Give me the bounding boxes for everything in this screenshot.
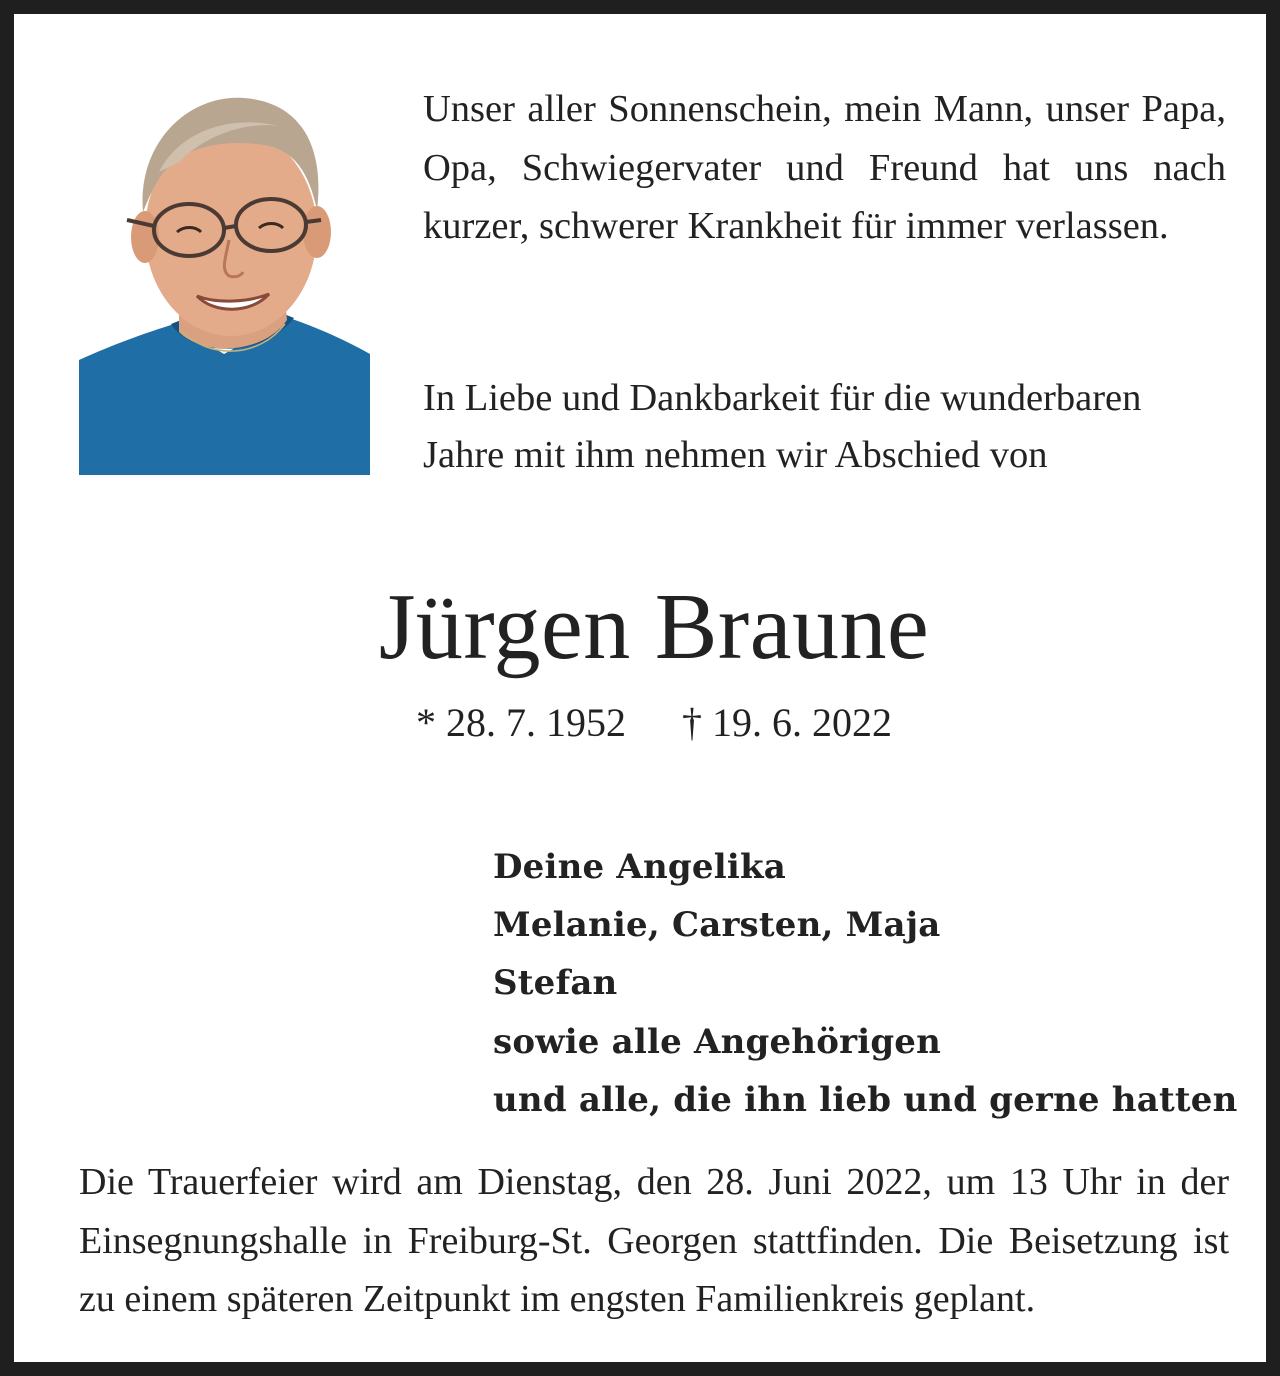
- mourner-line: sowie alle Angehörigen: [493, 1021, 942, 1062]
- birth-date: * 28. 7. 1952: [416, 700, 626, 745]
- mourner-line: Melanie, Carsten, Maja: [493, 905, 941, 946]
- life-dates: [14, 697, 1280, 749]
- funeral-information: Die Trauerfeier wird am Dienstag, den 28. Juni 2022, um 13 Uhr in der Einsegnungshalle in Freiburg-St. Georgen stattfinden. Die Beisetzung ist zu einem späteren Zeitpunkt im engsten Familienkreis geplant.: [79, 1161, 1229, 1320]
- deceased-name: Jürgen Braune: [378, 575, 930, 679]
- farewell-text-line: Jahre mit ihm nehmen wir Abschied von: [423, 434, 1048, 476]
- mourners-list: [493, 838, 1238, 1129]
- portrait-photo: [79, 92, 370, 475]
- intro-text: Unser aller Sonnenschein, mein Mann, unser Papa, Opa, Schwiegervater und Freund hat uns nach kurzer, schwerer Krankheit für immer verlassen.: [423, 88, 1226, 247]
- mourner-line: und alle, die ihn lieb und gerne hatten: [493, 1079, 1238, 1120]
- farewell-text-line: In Liebe und Dankbarkeit für die wunderbaren: [423, 377, 1142, 419]
- mourner-line: Stefan: [493, 963, 618, 1004]
- death-date: † 19. 6. 2022: [682, 700, 892, 745]
- mourner-line: Deine Angelika: [493, 847, 786, 887]
- farewell-text: [423, 370, 1226, 484]
